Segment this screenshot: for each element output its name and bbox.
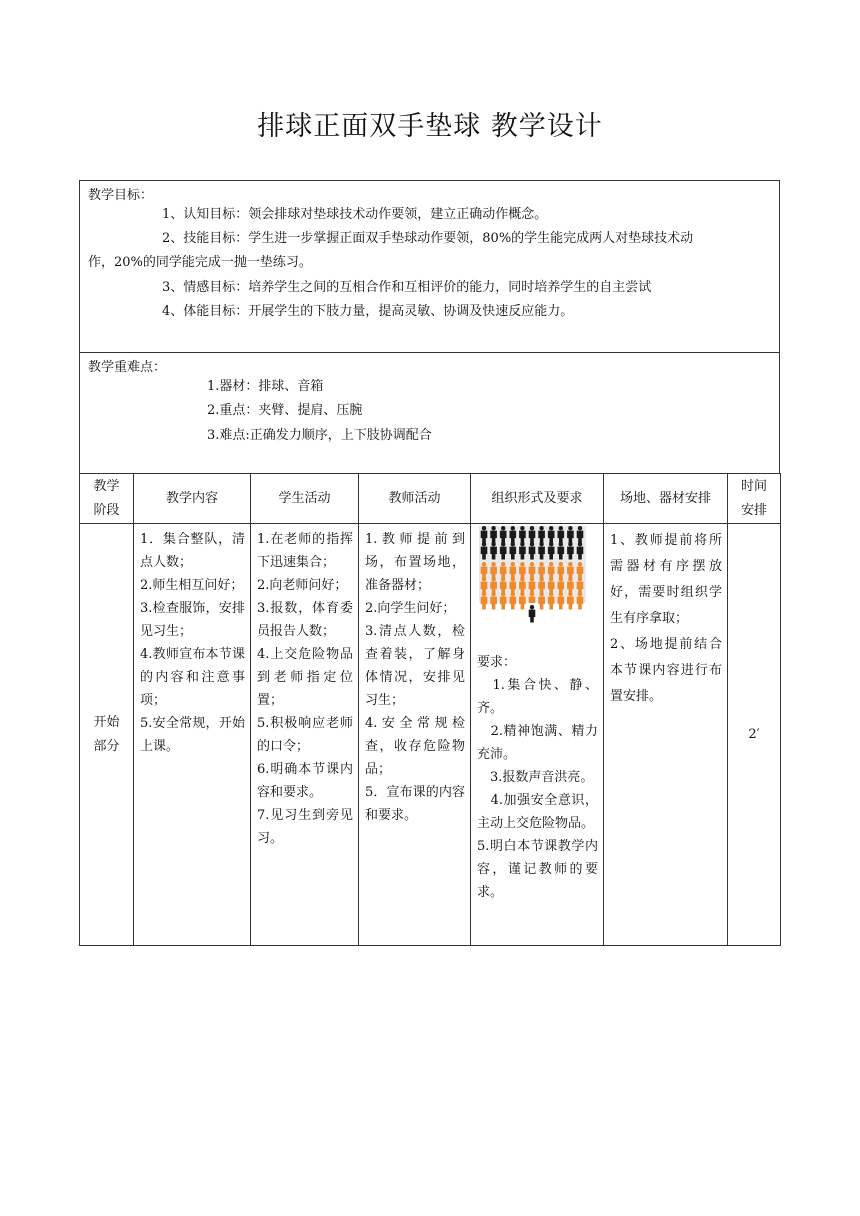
key-point-item: 3.难点:正确发力顺序，上下肢协调配合 <box>207 428 432 443</box>
header-content: 教学内容 <box>165 490 218 506</box>
teacher-activity-cell <box>365 528 465 827</box>
goal-item: 2、技能目标：学生进一步掌握正面双手垫球动作要领，80%的学生能完成两人对垫球技术动 <box>162 231 694 246</box>
teacher-item: 1.教师提前到场，布置场地，准备器材； <box>365 532 465 593</box>
org-item: 5.明白本节课教学内容，谨记教师的要求。 <box>477 839 598 900</box>
goal-item: 3、情感目标：培养学生之间的互相合作和互相评价的能力，同时培养学生的自主尝试 <box>162 280 652 295</box>
student-item: 4.上交危险物品到老师指定位置； <box>257 647 353 708</box>
student-item: 1.在老师的指挥下迅速集合； <box>257 532 353 570</box>
teacher-item: 4.安全常规检查，收存危险物品； <box>365 716 465 777</box>
header-stage: 教学 阶段 <box>93 478 120 518</box>
org-item: 要求： <box>477 655 517 670</box>
key-points-section <box>79 352 780 474</box>
venue-item: 1、教师提前将所需器材有序摆放好，需要时组织学生有序拿取； <box>610 533 722 626</box>
goal-item: 1、认知目标：领会排球对垫球技术动作要领，建立正确动作概念。 <box>162 207 548 222</box>
org-requirements-cell <box>477 651 598 904</box>
student-item: 5.积极响应老师的口令； <box>257 716 353 754</box>
content-item: 3.检查服饰，安排见习生； <box>140 601 245 639</box>
content-item: 4.教师宣布本节课的内容和注意事项； <box>140 647 245 708</box>
teaching-goals-section <box>79 180 780 353</box>
formation-svg <box>479 526 589 630</box>
student-item: 3.报数，体育委员报告人数； <box>257 601 353 639</box>
goal-item: 4、体能目标：开展学生的下肢力量，提高灵敏、协调及快速反应能力。 <box>162 304 574 319</box>
content-cell <box>140 528 245 758</box>
teacher-item: 3.清点人数，检查着装，了解身体情况，安排见习生； <box>365 624 465 708</box>
goal-item: 作，20%的同学能完成一抛一垫练习。 <box>88 255 312 270</box>
time-cell: 2′ <box>748 727 760 742</box>
header-time: 时间 安排 <box>740 478 767 518</box>
teacher-item: 2.向学生问好； <box>365 601 456 616</box>
content-item: 5.安全常规，开始上课。 <box>140 716 245 754</box>
header-student-activity: 学生活动 <box>278 490 331 506</box>
lesson-plan-table <box>79 473 781 946</box>
org-item: 4.加强安全意识，主动上交危险物品。 <box>477 793 598 831</box>
student-activity-cell <box>257 528 353 850</box>
header-venue: 场地、器材安排 <box>619 490 711 506</box>
content-item: 2.师生相互问好； <box>140 578 244 593</box>
student-item: 2.向老师问好； <box>257 578 348 593</box>
org-item: 3.报数声音洪亮。 <box>477 770 594 785</box>
key-point-item: 1.器材：排球、音箱 <box>207 379 324 394</box>
org-item: 2.精神饱满、精力充沛。 <box>477 724 598 762</box>
stage-cell: 开始 部分 <box>93 714 120 754</box>
header-organization: 组织形式及要求 <box>491 490 583 506</box>
student-item: 7.见习生到旁见习。 <box>257 808 353 846</box>
page-title: 排球正面双手垫球 教学设计 <box>257 111 603 142</box>
key-points-heading: 教学重难点： <box>88 360 167 375</box>
venue-item: 2、场地提前结合本节课内容进行布置安排。 <box>610 637 722 704</box>
org-item: 1.集合快、静、齐。 <box>477 678 598 716</box>
content-item: 1．集合整队，清点人数； <box>140 532 245 570</box>
key-point-item: 2.重点：夹臂、提肩、压腕 <box>207 403 363 418</box>
goals-heading: 教学目标： <box>88 188 154 203</box>
header-teacher-activity: 教师活动 <box>388 490 441 506</box>
formation-diagram <box>479 526 589 630</box>
venue-cell <box>610 528 722 710</box>
student-item: 6.明确本节课内容和要求。 <box>257 762 353 800</box>
teacher-item: 5．宣布课的内容和要求。 <box>365 785 465 823</box>
